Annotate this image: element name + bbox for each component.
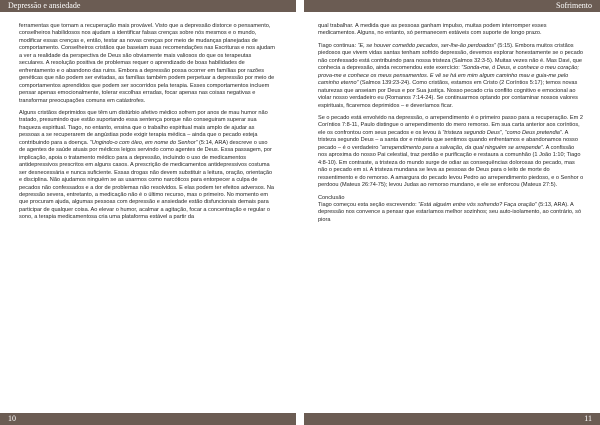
scripture-quote: “tristeza segundo Deus”, “como Deus pretendia” — [442, 129, 562, 136]
paragraph: Alguns cristãos deprimidos que têm um distúrbio afetivo médico sofrem por anos de mau humor não tratado, presumindo que estão suportando essa sentença porque não conseguiram superar sua fraqueza espiritual. Tiago, no entanto, ensina que o trabalho espiritual mais amplo de ajudar as pessoas a se recuperarem de angústias pode exigir terapia médica – ainda que o pecado esteja contribuindo para a doença. “Ungindo-o com óleo, em nome do Senhor” (5:14, ARA) descreve o uso de agentes de saúde atuais por médicos leigos servindo como agentes de Deus. Essa passagem, por implicação, apoia o tratamento médico para a depressão, incluindo o uso de medicamentos antidepressivos prescritos em alguns casos. A prescrição de medicamentos antidepressivos costuma ser desnecessária e nunca suficiente. Essas drogas não devem substituir a leitura, oração, orientação e disciplina. Não ajudamos ninguém se as usarmos como narcóticos para entorpecer a culpa de pecados não confessados e a dor de problemas não resolvidos. E elas podem ter efeitos adversos. Na depressão severa, entretanto, a medicação não é o último recurso, mas o primeiro. No momento em que procuram ajuda, algumas pessoas com depressão e ansiedade estão disfuncionais demais para participar de qualquer coisa. Ao elevar o humor, acalmar a agitação, focar a concentração e regular o sono, a terapia medicamentosa cria uma plataforma estável a partir da — [19, 109, 274, 221]
scripture-quote: “E, se houver cometido pecados, ser-lhe-ão perdoados” — [357, 42, 496, 49]
scripture-quote: “arrependimento para a salvação, da qual ninguém se arrepende” — [379, 144, 543, 151]
section-heading: Conclusão — [318, 194, 345, 201]
running-head-right: Sofrimento — [556, 1, 592, 10]
gutter — [296, 413, 304, 425]
right-page-body — [318, 23, 584, 406]
running-head-left: Depressão e ansiedade — [8, 1, 81, 10]
gutter — [296, 0, 304, 12]
page-number-left: 10 — [8, 414, 16, 423]
header-bar — [0, 0, 600, 12]
footer-bar — [0, 413, 600, 425]
scripture-quote: “Ungindo-o com óleo, em nome do Senhor” — [89, 139, 198, 146]
scripture-quote: “Sonda-me, ó Deus, e conhece o meu coração; prova-me e conhece os meus pensamentos. E vê se há em mim algum caminho mau e guia-me pelo caminho eterno” — [318, 65, 579, 87]
page-number-right: 11 — [584, 414, 592, 423]
paragraph: Tiago começou esta seção escrevendo: “Está alguém entre vós sofrendo? Faça oração” (5:13, ARA). A depressão nos convence a pensar que estaríamos melhor sozinhos; seu auto-isolamento, ao contrário, só piora — [318, 201, 582, 223]
paragraph: qual trabalhar. À medida que as pessoas ganham impulso, muitas podem interromper esses medicamentos. Alguns, no entanto, só permanecem estáveis com suporte de longo prazo. — [318, 23, 547, 37]
left-page-body — [19, 23, 275, 406]
paragraph: Se o pecado está envolvido na depressão, o arrependimento é o primeiro passo para a recuperação. Em 2 Coríntios 7:8-11, Paulo distingue o arrependimento do mero remorso. Em sua carta anterior aos coríntios, ele os confrontou com seus pecados e os levou à “tristeza segundo Deus”, “como Deus pretendia”. A tristeza segundo Deus – a santa dor e miséria que sentimos quando enfrentamos e abandonamos nosso pecado – é o verdadeiro “arrependimento para a salvação, da qual ninguém se arrepende”. A confissão nos aproxima do nosso Pai celestial, traz perdão e purificação e restaura a comunhão (1 João 1:10; Tiago 4:8-10). Em contraste, a tristeza do mundo surge de odiar as consequências dolorosas do pecado, mas não o pecado em si. A tristeza mundana se leva as pessoas de Deus para o leito de morte do ressentimento e do remorso. A amargura do pecado levou Pedro ao arrependimento piedoso, e o Senhor o perdoou (Mateus 26:74-75); levou Judas ao remorso mundano, e ele se enforcou (Mateus 27:5). — [318, 114, 584, 189]
paragraph: Tiago continua: “E, se houver cometido pecados, ser-lhe-ão perdoados” (5:15). Embora muitos cristãos piedosos que vivem vidas santas tenham sofrido depressão, devemos explorar honestamente se o pecado não confessado está contribuindo para nossa tristeza (Salmos 32:3-5). Muitas vezes não é. Mas Davi, que conhecia a depressão, ainda recomendou este exercício: “Sonda-me, ó Deus, e conhece o meu coração; prova-me e conhece os meus pensamentos. E vê se há em mim algum caminho mau e guia-me pelo caminho eterno” (Salmos 139:23-24). Como cristãos, estamos em Cristo (2 Coríntios 5:17); temos novas naturezas que anseiam por Deus e por Sua justiça. Nosso pecado cria conflito cognitivo e emocional ao violar nosso verdadeiro eu (Romanos 7:14-24). Se continuarmos optando por contaminar nossos valores espirituais, ficaremos deprimidos – e deveríamos ficar. — [318, 42, 583, 109]
paragraph: ferramentas que tornam a recuperação mais provável. Visto que a depressão distorce o pensamento, conselheiros habilidosos nos ajudam a identificar falsas crenças sobre nós mesmos e o mundo, modificar essas crenças e, então, testar as novas crenças por meio de mudanças planejadas de comportamento. Conselheiros cristãos que baseiam suas recomendações nas Escrituras e nos ajudam a ver a realidade da perspectiva de Deus são obviamente mais valiosos do que os terapeutas seculares. A resolução positiva de problemas requer o aprendizado de boas habilidades de enfrentamento e o abandono das ruins. Embora a depressão possa ocorrer em famílias por razões genéticas que não podem ser evitadas, as famílias também podem perpetuar a depressão por meio de comportamentos aprendidos que podem ser socorridos pela terapia. Esses comportamentos incluem pensar apenas emocionalmente, tolerar escolhas erradas, focar apenas nas coisas negativas e transformar preocupações comuns em catástrofes. — [19, 23, 275, 104]
scripture-quote: “Está alguém entre vós sofrendo? Faça oração” — [418, 201, 537, 208]
